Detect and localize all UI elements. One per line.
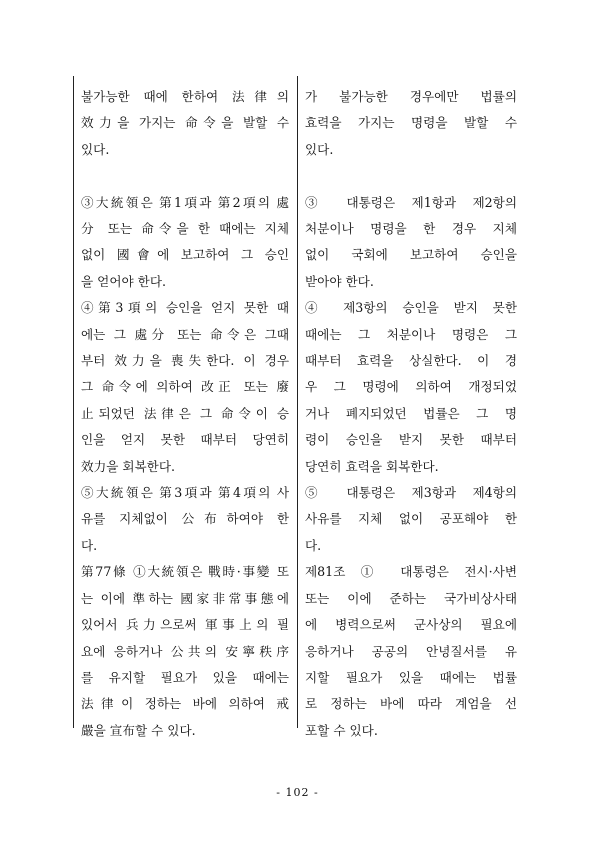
text-line: 포할 수 있다. xyxy=(305,722,378,738)
text-line: 거나 폐지되었던 법률은 그 명 xyxy=(305,405,517,421)
text-line: 인을 얻지 못한 때부터 당연히 xyxy=(81,432,289,448)
text-line: 령이 승인을 받지 못한 때부터 xyxy=(305,432,517,448)
text-line: 있다. xyxy=(305,141,334,157)
text-line: 지할 필요가 있을 때에는 법률 xyxy=(305,669,517,685)
text-line: 第77條 ①大統領은 戰時·事變 또 xyxy=(81,564,289,580)
text-line: 없이 國會에 보고하여 그 승인 xyxy=(81,247,289,263)
text-line: 다. xyxy=(81,537,98,553)
text-line: ④ 제3항의 승인을 받지 못한 xyxy=(305,300,517,316)
text-line: 分 또는 命令을 한 때에는 지체 xyxy=(81,221,289,237)
right-column-new-text xyxy=(305,84,517,744)
left-border-line xyxy=(73,76,74,728)
text-line: 응하거나 공공의 안녕질서를 유 xyxy=(305,643,517,659)
text-line: 또는 이에 준하는 국가비상사태 xyxy=(305,590,517,606)
text-line: 유를 지체없이 公布하여야 한 xyxy=(81,511,289,527)
text-line: 는 이에 準하는 國家非常事態에 xyxy=(81,590,289,606)
text-line: ④第3項의 승인을 얻지 못한 때 xyxy=(81,300,289,316)
text-line: 法律이 정하는 바에 의하여 戒 xyxy=(81,696,289,712)
text-line: ⑤ 대통령은 제3항과 제4항의 xyxy=(305,485,517,501)
text-line: 로 정하는 바에 따라 계엄을 선 xyxy=(305,696,517,712)
text-line: 嚴을 宣布할 수 있다. xyxy=(81,722,196,738)
text-line: ③ 대통령은 제1항과 제2항의 xyxy=(305,194,517,210)
text-line: 에는 그 處分 또는 命令은 그때 xyxy=(81,326,289,342)
text-line: 때에는 그 처분이나 명령은 그 xyxy=(305,326,517,342)
text-line: 效力을 가지는 命令을 발할 수 xyxy=(81,115,289,131)
paragraph-gap xyxy=(81,163,289,189)
text-line: 처분이나 명령을 한 경우 지체 xyxy=(305,221,517,237)
text-line: 사유를 지체 없이 공포해야 한 xyxy=(305,511,517,527)
text-line: 가 불가능한 경우에만 법률의 xyxy=(305,89,517,104)
text-line: 에 병력으로써 군사상의 필요에 xyxy=(305,617,517,633)
column-divider-line xyxy=(297,76,298,728)
text-line: 있어서 兵力으로써 軍事上의 필 xyxy=(81,617,289,633)
text-line: ③大統領은 第1項과 第2項의 處 xyxy=(81,194,289,210)
text-line: 없이 국회에 보고하여 승인을 xyxy=(305,247,517,263)
text-line: 부터 效力을 喪失한다. 이 경우 xyxy=(81,353,289,369)
text-line: 效力을 회복한다. xyxy=(81,458,176,474)
text-line: 효력을 가지는 명령을 발할 수 xyxy=(305,115,517,131)
text-line: 를 유지할 필요가 있을 때에는 xyxy=(81,669,289,685)
text-line: 받아야 한다. xyxy=(305,273,374,289)
left-column-old-text xyxy=(81,84,289,744)
text-line: 그 命令에 의하여 改正 또는 廢 xyxy=(81,379,289,395)
text-line: 요에 응하거나 公共의 安寧秩序 xyxy=(81,643,289,659)
text-line: 止되었던 法律은 그 命令이 승 xyxy=(81,405,289,421)
text-line: 제81조 ① 대통령은 전시·사변 xyxy=(305,564,517,580)
text-line: 을 얻어야 한다. xyxy=(81,273,167,289)
text-line: 불가능한 때에 한하여 法律의 xyxy=(81,89,289,104)
text-line: 우 그 명령에 의하여 개정되었 xyxy=(305,379,517,395)
text-line: 있다. xyxy=(81,141,110,157)
text-line: ⑤大統領은 第3項과 第4項의 사 xyxy=(81,485,289,501)
text-line: 당연히 효력을 회복한다. xyxy=(305,458,439,474)
paragraph-gap xyxy=(305,163,517,189)
page-number: - 102 - xyxy=(276,786,319,799)
text-line: 때부터 효력을 상실한다. 이 경 xyxy=(305,353,517,369)
text-line: 다. xyxy=(305,537,322,553)
